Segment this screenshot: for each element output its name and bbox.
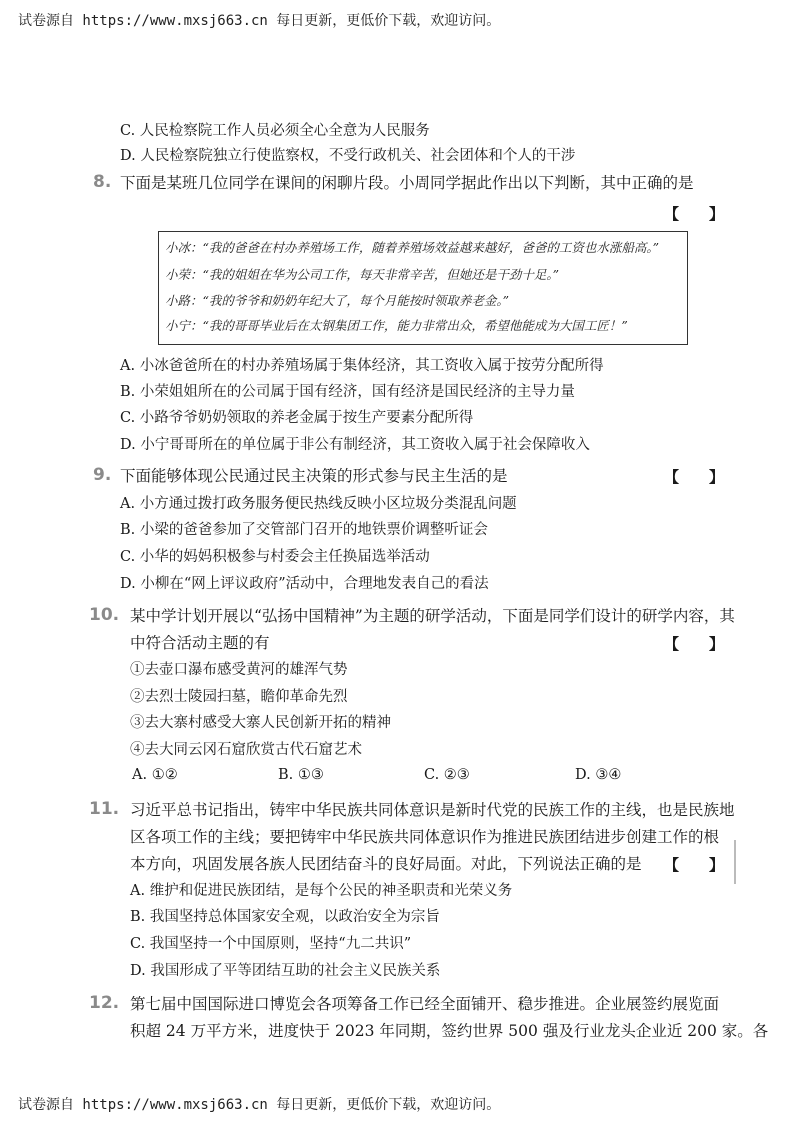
- header-watermark: 试卷源自 https://www.mxsj663.cn 每日更新，更低价下载，欢迎访问。: [18, 13, 501, 29]
- q9-number: 9.: [93, 465, 112, 485]
- q12-number: 12.: [89, 993, 120, 1013]
- q10-item: ②去烈士陵园扫墓，瞻仰革命先烈: [130, 689, 348, 705]
- q8-dialog-line: 小路：“我的爷爷和奶奶年纪大了，每个月能按时领取养老金。”: [165, 293, 510, 308]
- q9-option-c: C. 小华的妈妈积极参与村委会主任换届选举活动: [120, 549, 430, 565]
- q8-option-b: B. 小荣姐姐所在的公司属于国有经济，国有经济是国民经济的主导力量: [120, 384, 575, 400]
- q11-stem-line: 本方向，巩固发展各族人民团结奋斗的良好局面。对此，下列说法正确的是: [130, 855, 642, 873]
- q10-stem-line: 中符合活动主题的有: [130, 634, 270, 652]
- q7-option-d: D. 人民检察院独立行使监察权，不受行政机关、社会团体和个人的干涉: [120, 148, 576, 164]
- q12-stem-line: 积超 24 万平方米，进度快于 2023 年同期，签约世界 500 强及行业龙头企业近 200 家。各: [130, 1022, 769, 1040]
- q10-answer-bracket: 【 】: [664, 635, 725, 653]
- q11-option-a: A. 维护和促进民族团结，是每个公民的神圣职责和光荣义务: [130, 883, 513, 899]
- q9-stem: 下面能够体现公民通过民主决策的形式参与民主生活的是: [120, 467, 508, 485]
- q8-dialog-line: 小荣：“我的姐姐在华为公司工作，每天非常辛苦，但她还是干劲十足。”: [165, 267, 560, 282]
- q11-stem-line: 习近平总书记指出，铸牢中华民族共同体意识是新时代党的民族工作的主线，也是民族地: [130, 801, 735, 819]
- q10-item: ④去大同云冈石窟欣赏古代石窟艺术: [130, 742, 362, 758]
- q10-item: ③去大寨村感受大寨人民创新开拓的精神: [130, 715, 391, 731]
- q8-dialog-line: 小宁：“我的哥哥毕业后在太钢集团工作，能力非常出众，希望他能成为大国工匠！”: [165, 318, 628, 333]
- q10-option-a: A. ①②: [132, 767, 178, 783]
- q9-option-b: B. 小梁的爸爸参加了交管部门召开的地铁票价调整听证会: [120, 522, 488, 538]
- q8-option-c: C. 小路爷爷奶奶领取的养老金属于按生产要素分配所得: [120, 410, 474, 426]
- q11-option-d: D. 我国形成了平等团结互助的社会主义民族关系: [130, 963, 441, 979]
- q10-option-b: B. ①③: [278, 767, 324, 783]
- q10-item: ①去壶口瀑布感受黄河的雄浑气势: [130, 662, 348, 678]
- q8-answer-bracket: 【 】: [664, 205, 725, 223]
- scan-edge-mark: [734, 840, 736, 884]
- q8-number: 8.: [93, 172, 112, 192]
- q11-stem-line: 区各项工作的主线；要把铸牢中华民族共同体意识作为推进民族团结进步创建工作的根: [130, 828, 720, 846]
- q8-stem: 下面是某班几位同学在课间的闲聊片段。小周同学据此作出以下判断，其中正确的是: [120, 174, 694, 192]
- q11-answer-bracket: 【 】: [664, 856, 725, 874]
- q9-option-a: A. 小方通过拨打政务服务便民热线反映小区垃圾分类混乱问题: [120, 496, 517, 512]
- q10-option-d: D. ③④: [575, 767, 622, 783]
- q8-option-a: A. 小冰爸爸所在的村办养殖场属于集体经济，其工资收入属于按劳分配所得: [120, 358, 604, 374]
- q8-option-d: D. 小宁哥哥所在的单位属于非公有制经济，其工资收入属于社会保障收入: [120, 437, 590, 453]
- q11-option-c: C. 我国坚持一个中国原则，坚持“九二共识”: [130, 936, 412, 952]
- q12-stem-line: 第七届中国国际进口博览会各项筹备工作已经全面铺开、稳步推进。企业展签约展览面: [130, 995, 720, 1013]
- q9-option-d: D. 小柳在“网上评议政府”活动中，合理地发表自己的看法: [120, 576, 489, 592]
- q8-dialog-box: [158, 231, 688, 345]
- q10-number: 10.: [89, 605, 120, 625]
- q9-answer-bracket: 【 】: [664, 468, 725, 486]
- q10-option-c: C. ②③: [424, 767, 470, 783]
- q8-dialog-line: 小冰：“我的爸爸在村办养殖场工作，随着养殖场效益越来越好，爸爸的工资也水涨船高。”: [165, 240, 660, 255]
- q7-option-c: C. 人民检察院工作人员必须全心全意为人民服务: [120, 123, 430, 139]
- footer-watermark: 试卷源自 https://www.mxsj663.cn 每日更新，更低价下载，欢迎访问。: [18, 1097, 501, 1113]
- q11-number: 11.: [89, 799, 120, 819]
- q11-option-b: B. 我国坚持总体国家安全观，以政治安全为宗旨: [130, 909, 440, 925]
- q10-stem-line: 某中学计划开展以“弘扬中国精神”为主题的研学活动，下面是同学们设计的研学内容，其: [130, 607, 735, 625]
